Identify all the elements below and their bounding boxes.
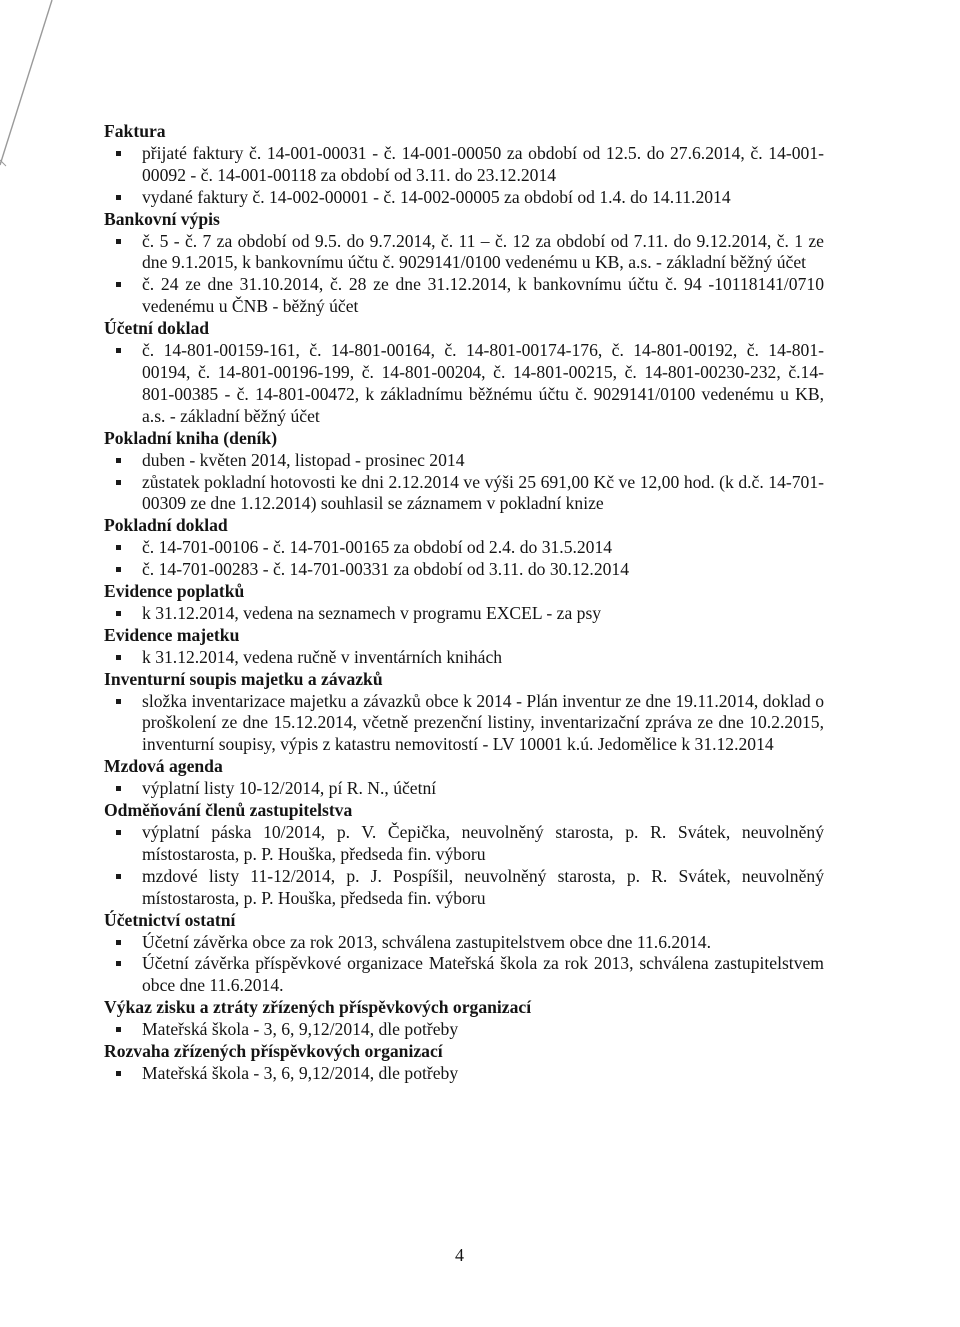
bullet-item: č. 14-701-00106 - č. 14-701-00165 za období od 2.4. do 31.5.2014 — [104, 537, 824, 559]
section — [104, 121, 824, 209]
section-heading: Mzdová agenda — [104, 756, 223, 777]
bullet-item: duben - květen 2014, listopad - prosinec 2014 — [104, 450, 824, 472]
bullet-item: vydané faktury č. 14-002-00001 - č. 14-002-00005 za období od 1.4. do 14.11.2014 — [104, 187, 824, 209]
section-heading: Faktura — [104, 121, 166, 141]
bullet-item: č. 14-701-00283 - č. 14-701-00331 za období od 3.11. do 30.12.2014 — [104, 559, 824, 581]
bullet-item: č. 14-801-00159-161, č. 14-801-00164, č. 14-801-00174-176, č. 14-801-00192, č. 14-801-00194, č. 14-801-00196-199, č. 14-801-00204, č. 14-801-00215, č. 14-801-00230-232, č.14-801-00385 - č. 14-801-00472, k základnímu běžnému účtu č. 9029141/0100 vedenému u KB, a.s. - základní běžný účet — [104, 340, 824, 428]
section — [104, 515, 824, 581]
section — [104, 625, 824, 669]
section-heading: Účetnictví ostatní — [104, 909, 236, 930]
document-body — [104, 121, 824, 1085]
section — [104, 910, 824, 998]
bullet-item: Účetní závěrka příspěvkové organizace Mateřská škola za rok 2013, schválena zastupitelstvem obce dne 11.6.2014. — [104, 953, 824, 997]
section-heading: Pokladní doklad — [104, 515, 228, 536]
section — [104, 1041, 824, 1085]
section-heading: Evidence poplatků — [104, 581, 245, 602]
bullet-item: Mateřská škola - 3, 6, 9,12/2014, dle potřeby — [104, 1019, 824, 1041]
bullet-item: k 31.12.2014, vedena na seznamech v programu EXCEL - za psy — [104, 603, 824, 625]
section-heading: Evidence majetku — [104, 624, 240, 645]
page-number: 4 — [455, 1245, 464, 1265]
bullet-item: č. 5 - č. 7 za období od 9.5. do 9.7.2014, č. 11 – č. 12 za období od 7.11. do 9.12.2014, č. 1 ze dne 9.1.2015, k bankovnímu účtu č. 9029141/0100 vedenému u KB, a.s. - základní běžný účet — [104, 231, 824, 275]
bullet-item: přijaté faktury č. 14-001-00031 - č. 14-001-00050 za období od 12.5. do 27.6.2014, č. 14-001-00092 - č. 14-001-00118 za období od 3.11. do 23.12.2014 — [104, 143, 824, 187]
section — [104, 428, 824, 516]
bullet-item: výplatní listy 10-12/2014, pí R. N., účetní — [104, 778, 824, 800]
section-heading: Výkaz zisku a ztráty zřízených příspěvkových organizací — [104, 997, 532, 1018]
bullet-item: mzdové listy 11-12/2014, p. J. Pospíšil, neuvolněný starosta, p. R. Svátek, neuvolněný místostarosta, p. P. Houška, předseda fin. výboru — [104, 866, 824, 910]
section — [104, 209, 824, 319]
bullet-item: č. 24 ze dne 31.10.2014, č. 28 ze dne 31.12.2014, k bankovnímu účtu č. 94 -10118141/0710 vedenému u ČNB - běžný účet — [104, 274, 824, 318]
section-heading: Bankovní výpis — [104, 208, 220, 229]
section-heading: Odměňování členů zastupitelstva — [104, 800, 353, 821]
bullet-item: Účetní závěrka obce za rok 2013, schválena zastupitelstvem obce dne 11.6.2014. — [104, 932, 824, 954]
bullet-item: k 31.12.2014, vedena ručně v inventárních knihách — [104, 647, 824, 669]
section-heading: Pokladní kniha (deník) — [104, 427, 278, 448]
section-heading: Rozvaha zřízených příspěvkových organizací — [104, 1041, 443, 1062]
section — [104, 669, 824, 757]
bullet-item: výplatní páska 10/2014, p. V. Čepička, neuvolněný starosta, p. R. Svátek, neuvolněný místostarosta, p. P. Houška, předseda fin. výboru — [104, 822, 824, 866]
section — [104, 318, 824, 428]
section — [104, 581, 824, 625]
section — [104, 997, 824, 1041]
section-heading: Inventurní soupis majetku a závazků — [104, 668, 383, 689]
section-heading: Účetní doklad — [104, 318, 210, 339]
section — [104, 756, 824, 800]
scan-edge-mark — [0, 0, 70, 200]
bullet-item: složka inventarizace majetku a závazků obce k 2014 - Plán inventur ze dne 19.11.2014, doklad o proškolení ze dne 15.12.2014, včetně prezenční listiny, inventarizační zpráva ze dne 10.2.2015, inventurní soupisy, výpis z katastru nemovitostí - LV 10001 k.ú. Jedomělice k 31.12.2014 — [104, 691, 824, 757]
bullet-item: Mateřská škola - 3, 6, 9,12/2014, dle potřeby — [104, 1063, 824, 1085]
bullet-item: zůstatek pokladní hotovosti ke dni 2.12.2014 ve výši 25 691,00 Kč ve 12,00 hod. (k d.č. 14-701-00309 ze dne 1.12.2014) souhlasil se záznamem v pokladní knize — [104, 472, 824, 516]
section — [104, 800, 824, 910]
